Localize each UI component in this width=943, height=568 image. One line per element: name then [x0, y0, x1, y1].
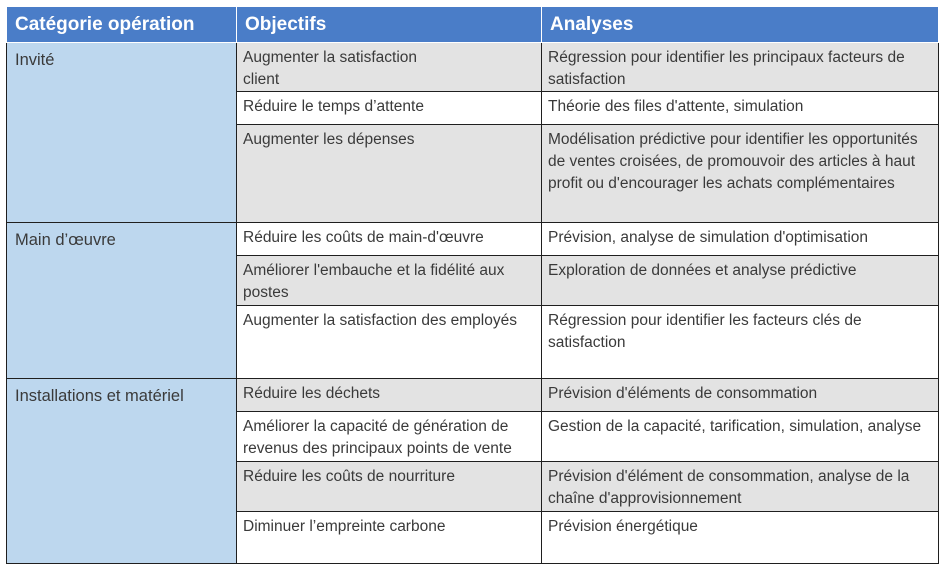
- objective-cell: Diminuer l’empreinte carbone: [237, 512, 542, 564]
- analysis-cell: Prévision d'éléments de consommation: [542, 379, 939, 412]
- analysis-cell: Régression pour identifier les facteurs clés de satisfaction: [542, 306, 939, 379]
- table-row: [7, 43, 939, 92]
- analysis-cell: Théorie des files d'attente, simulation: [542, 92, 939, 125]
- objective-cell: Augmenter la satisfaction client: [237, 43, 542, 92]
- operations-table: [6, 6, 939, 564]
- analysis-cell: Prévision d'élément de consommation, analyse de la chaîne d'approvisionnement: [542, 462, 939, 512]
- objective-cell: Augmenter la satisfaction des employés: [237, 306, 542, 379]
- table-row: [7, 223, 939, 256]
- category-cell: Installations et matériel: [7, 379, 237, 564]
- objective-cell: Améliorer l'embauche et la fidélité aux postes: [237, 256, 542, 306]
- analysis-cell: Prévision, analyse de simulation d'optimisation: [542, 223, 939, 256]
- table-row: [7, 379, 939, 412]
- objective-cell: Réduire les coûts de nourriture: [237, 462, 542, 512]
- header-category: Catégorie opération: [7, 7, 237, 43]
- analysis-cell: Exploration de données et analyse prédictive: [542, 256, 939, 306]
- analysis-cell: Régression pour identifier les principaux facteurs de satisfaction: [542, 43, 939, 92]
- objective-cell: Réduire les déchets: [237, 379, 542, 412]
- category-cell: Main d’œuvre: [7, 223, 237, 379]
- analysis-cell: Prévision énergétique: [542, 512, 939, 564]
- analysis-cell: Gestion de la capacité, tarification, simulation, analyse: [542, 412, 939, 462]
- objective-cell: Réduire les coûts de main-d'œuvre: [237, 223, 542, 256]
- header-objectives: Objectifs: [237, 7, 542, 43]
- analysis-cell: Modélisation prédictive pour identifier les opportunités de ventes croisées, de promouvoir des articles à haut profit ou d'encourager les achats complémentaires: [542, 125, 939, 223]
- header-analyses: Analyses: [542, 7, 939, 43]
- objective-cell: Augmenter les dépenses: [237, 125, 542, 223]
- objective-cell: Réduire le temps d’attente: [237, 92, 542, 125]
- header-row: [7, 7, 939, 43]
- category-cell: Invité: [7, 43, 237, 223]
- objective-cell: Améliorer la capacité de génération de revenus des principaux points de vente: [237, 412, 542, 462]
